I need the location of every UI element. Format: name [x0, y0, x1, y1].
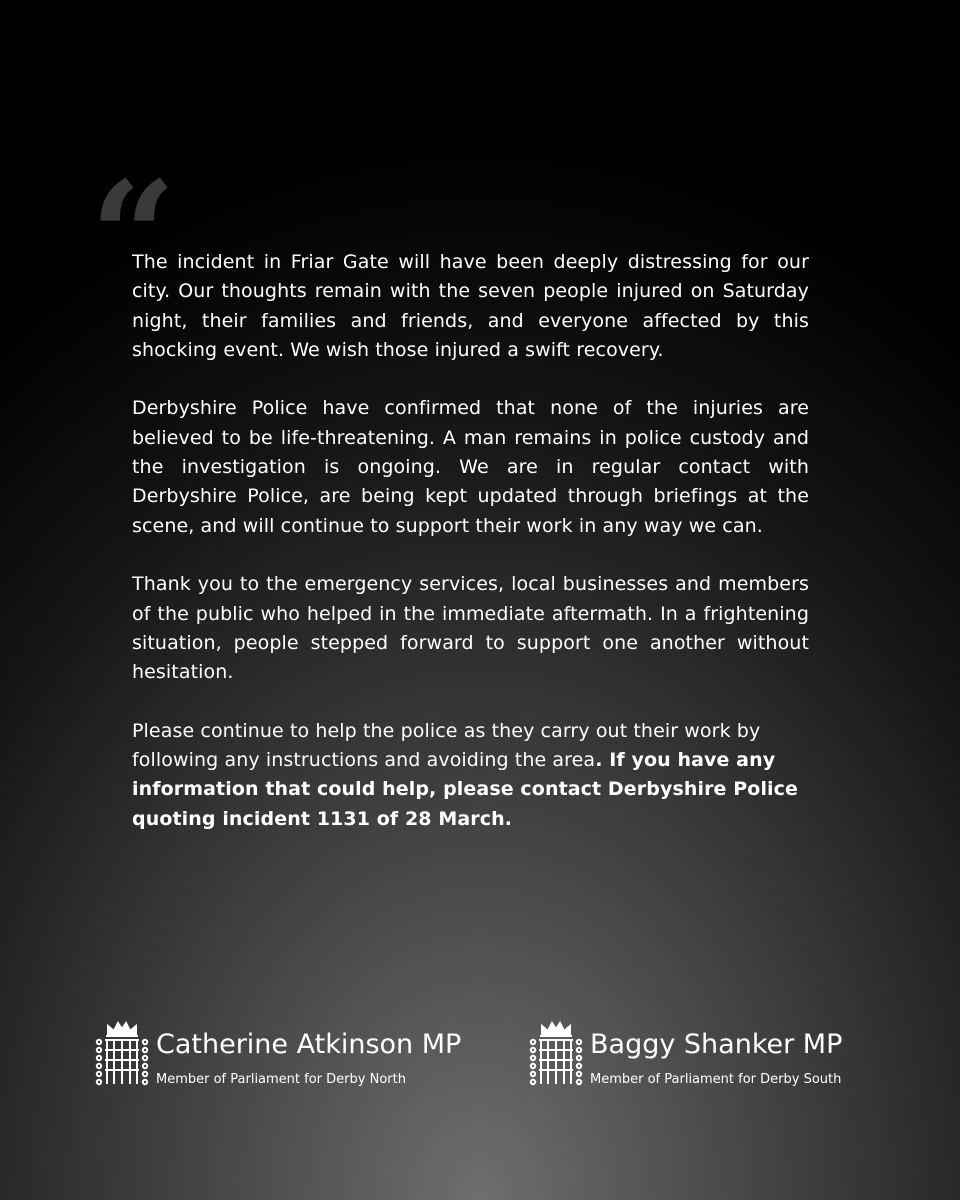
contact-information: . If you have any information that could help, please contact Derbyshire Police quoting incident 1131 of 28 March. [132, 749, 799, 830]
signatory-name: Baggy Shanker MP [590, 1029, 843, 1060]
statement-paragraph-contact [132, 717, 809, 834]
statement-paragraph: The incident in Friar Gate will have been deeply distressing for our city. Our thoughts remain with the seven people injured on Saturday night, their families and friends, and everyone affected by this shocking event. We wish those injured a swift recovery. [132, 251, 809, 361]
signatory-name: Catherine Atkinson MP [156, 1029, 462, 1060]
signatory-baggy-shanker [528, 1020, 928, 1090]
quote-mark-icon: “ [90, 149, 177, 325]
signatory-role: Member of Parliament for Derby South [590, 1072, 842, 1087]
statement-paragraph-text: Please continue to help the police as they carry out their work by following any instructions and avoiding the area [132, 719, 761, 772]
signatory-catherine-atkinson [94, 1020, 494, 1090]
statement-paragraph: Derbyshire Police have confirmed that none of the injuries are believed to be life-threatening. A man remains in police custody and the investigation is ongoing. We are in regular contact with Derbyshire Police, are being kept updated through briefings at the scene, and will continue to support their work in any way we can. [132, 397, 809, 537]
statement-body [132, 248, 809, 863]
portcullis-icon [94, 1020, 150, 1086]
portcullis-icon [528, 1020, 584, 1086]
statement-paragraph: Thank you to the emergency services, local businesses and members of the public who helped in the immediate aftermath. In a frightening situation, people stepped forward to support one another without hesitation. [132, 573, 809, 684]
signatory-role: Member of Parliament for Derby North [156, 1072, 406, 1087]
